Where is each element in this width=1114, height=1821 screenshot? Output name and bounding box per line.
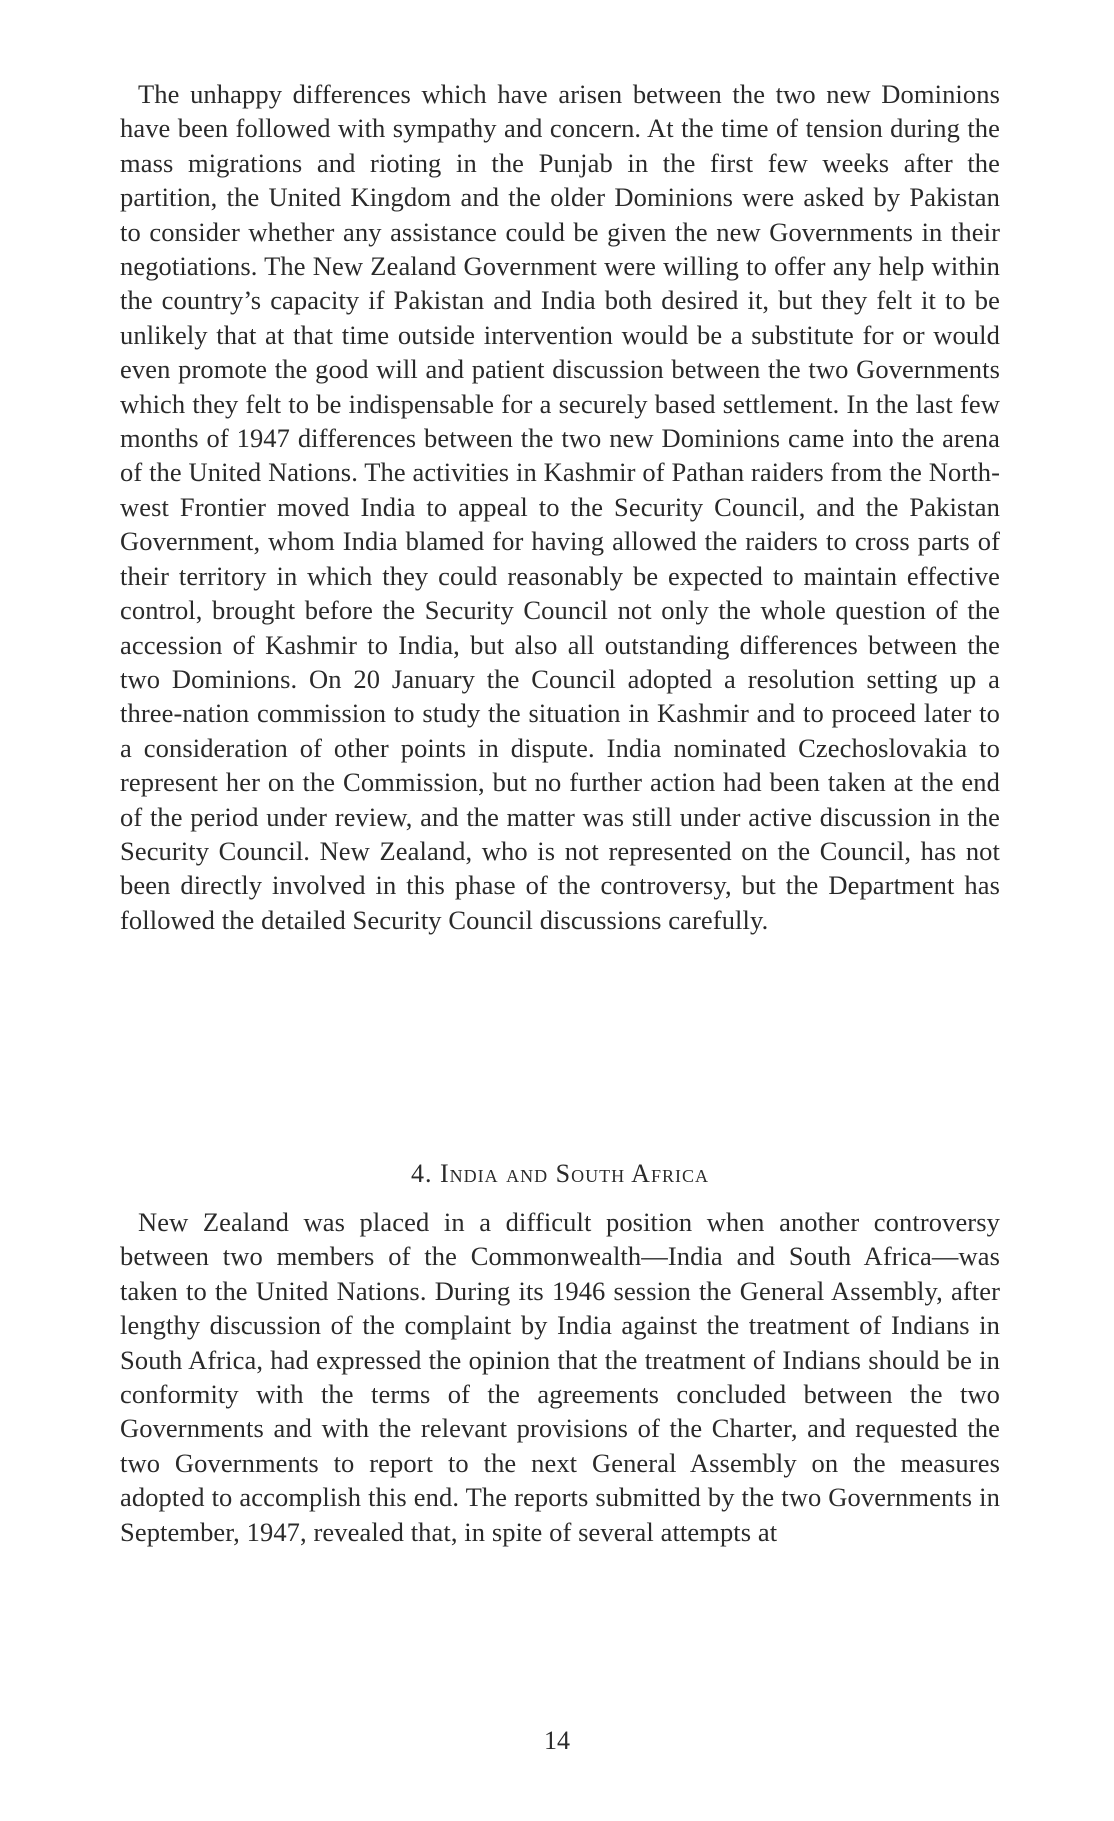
section-heading: 4. India and South Africa <box>411 1159 709 1188</box>
paragraph-text: The unhappy differences which have arisen between the two new Dominions have been followed with sympathy and concern. At the time of tension during the mass migrations and rioting in the Punjab in the first few weeks after the partition, the United Kingdom and the older Dominions were asked by Pakistan to consider whether any assistance could be given the new Governments in their negotiations. The New Zealand Government were willing to offer any help within the country’s capacity if Pakistan and India both desired it, but they felt it to be unlikely that at that time outside intervention would be a substitute for or would even promote the good will and patient discussion between the two Governments which they felt to be indispensable for a securely based settlement. In the last few months of 1947 differences between the two new Dominions came into the arena of the United Nations. The activities in Kashmir of Pathan raiders from the North-west Frontier moved India to appeal to the Security Council, and the Pakistan Government, whom India blamed for having allowed the raiders to cross parts of their territory in which they could reasonably be expected to maintain effective control, brought before the Security Council not only the whole question of the accession of Kashmir to India, but also all outstanding differences between the two Dominions. On 20 January the Council adopted a resolution setting up a three-nation commission to study the situation in Kashmir and to proceed later to a consideration of other points in dispute. India nominated Czechoslovakia to represent her on the Commission, but no further action had been taken at the end of the period under review, and the matter was still under active discussion in the Security Council. New Zealand, who is not represented on the Council, has not been directly involved in this phase of the controversy, but the Department has followed the detailed Security Council discussions carefully. <box>120 79 1000 935</box>
body-paragraph-kashmir <box>120 77 1000 937</box>
body-paragraph-india-south-africa <box>120 1205 1000 1549</box>
page-number: 14 <box>544 1726 570 1755</box>
paragraph-text: New Zealand was placed in a difficult position when another controversy between two members of the Commonwealth—India and South Africa—was taken to the United Nations. During its 1946 session the General Assembly, after lengthy discussion of the complaint by India against the treatment of Indians in South Africa, had expressed the opinion that the treatment of Indians should be in conformity with the terms of the agreements concluded between the two Governments and with the relevant provisions of the Charter, and requested the two Governments to report to the next General Assembly on the measures adopted to accomplish this end. The reports submitted by the two Governments in September, 1947, revealed that, in spite of several attempts at <box>120 1207 1000 1547</box>
